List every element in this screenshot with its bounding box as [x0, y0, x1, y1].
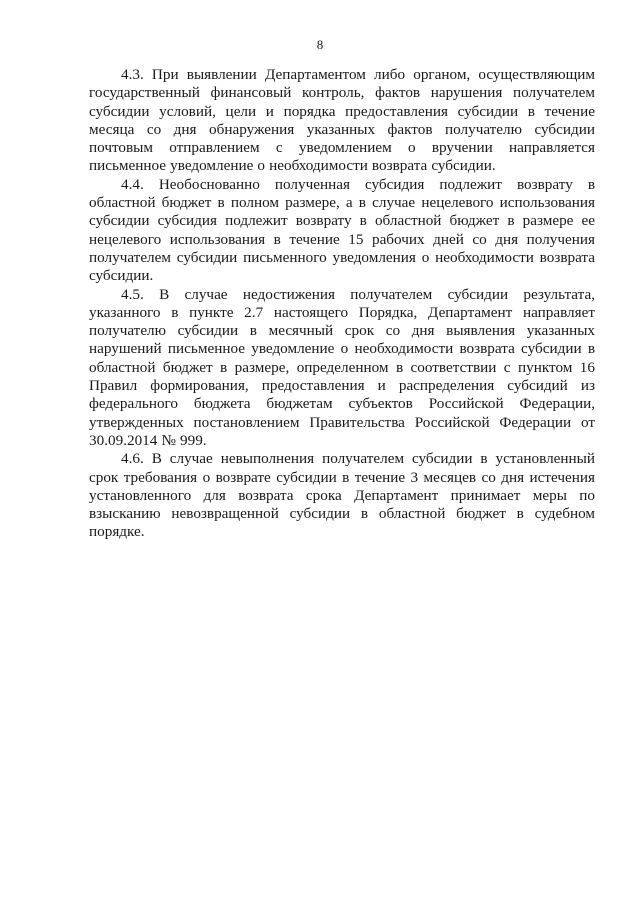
paragraph-4-3: 4.3. При выявлении Департаментом либо органом, осуществляющим государственный финансовый контроль, фактов нарушения получателем субсидии условий, цели и порядка предоставления субсидии в течение месяца со дня обнаружения указанных фактов получателю субсидии почтовым отправлением с уведомлением о вручении направляется письменное уведомление о необходимости возврата субсидии. [89, 66, 595, 175]
page-number: 8 [316, 37, 324, 52]
document-body [89, 66, 595, 542]
paragraph-4-5: 4.5. В случае недостижения получателем субсидии результата, указанного в пункте 2.7 настоящего Порядка, Департамент направляет получателю субсидии в месячный срок со дня выявления указанных нарушений письменное уведомление о необходимости возврата субсидии в областной бюджет в размере, определенном в соответствии с пунктом 16 Правил формирования, предоставления и распределения субсидий из федерального бюджета бюджетам субъектов Российской Федерации, утвержденных постановлением Правительства Российской Федерации от 30.09.2014 № 999. [89, 285, 595, 449]
paragraph-4-4: 4.4. Необоснованно полученная субсидия подлежит возврату в областной бюджет в полном размере, а в случае нецелевого использования субсидии субсидия подлежит возврату в областной бюджет в размере ее нецелевого использования в течение 15 рабочих дней со дня получения получателем субсидии письменного уведомления о необходимости возврата субсидии. [89, 175, 595, 285]
paragraph-4-6: 4.6. В случае невыполнения получателем субсидии в установленный срок требования о возврате субсидии в течение 3 месяцев со дня истечения установленного для возврата срока Департамент принимает меры по взысканию невозвращенной субсидии в областной бюджет в судебном порядке. [89, 450, 595, 541]
